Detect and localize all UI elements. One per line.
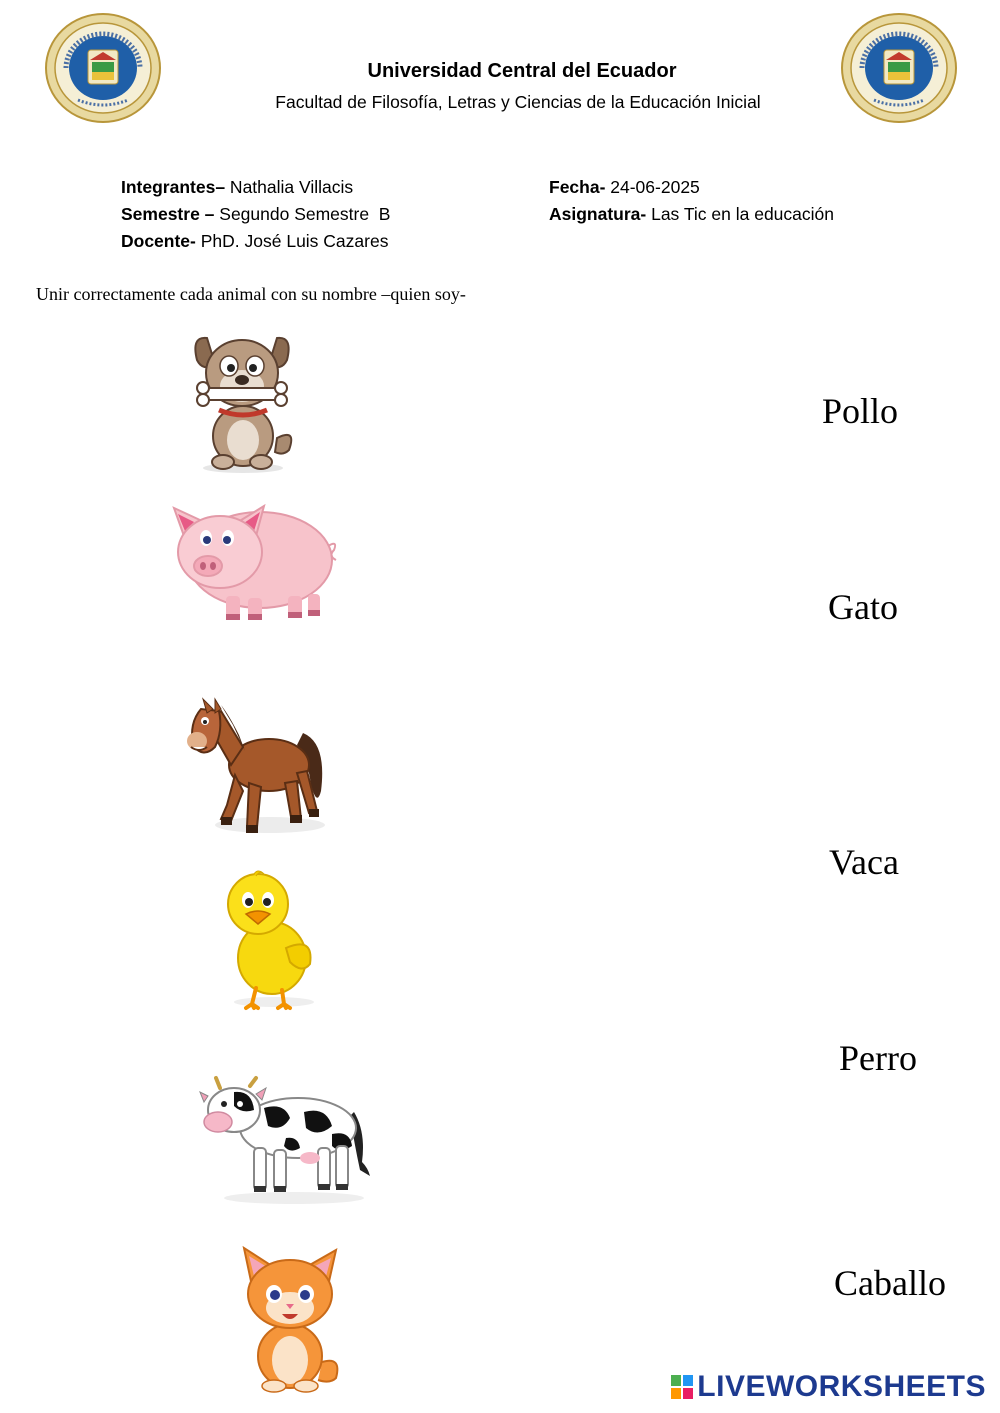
cat-image[interactable] — [238, 1244, 340, 1394]
info-semestre — [121, 204, 390, 225]
word-vaca[interactable]: Vaca — [829, 842, 899, 882]
liveworksheets-icon — [671, 1375, 693, 1399]
word-pollo[interactable]: Pollo — [822, 391, 899, 431]
integrantes-value: Nathalia Villacis — [225, 177, 354, 197]
asignatura-value: Las Tic en la educación — [646, 204, 834, 224]
dog-image[interactable] — [185, 328, 300, 474]
info-docente — [121, 231, 388, 252]
info-integrantes — [121, 177, 353, 198]
chick-image[interactable] — [210, 866, 330, 1012]
docente-value: PhD. José Luis Cazares — [195, 231, 389, 251]
integrantes-label: Integrantes– — [121, 177, 226, 197]
info-asignatura — [549, 204, 834, 225]
semestre-label: Semestre – — [121, 204, 215, 224]
horse-image[interactable] — [185, 695, 330, 847]
word-gato[interactable]: Gato — [828, 587, 898, 627]
university-title: Universidad Central del Ecuador — [367, 60, 677, 82]
semestre-value: Segundo Semestre B — [214, 204, 391, 224]
instruction-text: Unir correctamente cada animal con su nombre –quien soy- — [36, 284, 466, 304]
fecha-label: Fecha- — [549, 177, 606, 197]
pig-image[interactable] — [168, 498, 338, 628]
fecha-value: 24-06-2025 — [605, 177, 700, 197]
docente-label: Docente- — [121, 231, 196, 251]
word-caballo[interactable]: Caballo — [834, 1263, 946, 1303]
asignatura-label: Asignatura- — [549, 204, 647, 224]
liveworksheets-logo — [671, 1370, 986, 1404]
word-perro[interactable]: Perro — [839, 1038, 917, 1078]
cow-image[interactable] — [194, 1072, 376, 1206]
faculty-subtitle: Facultad de Filosofía, Letras y Ciencias de la Educación Inicial — [275, 92, 761, 112]
info-fecha — [549, 177, 700, 198]
liveworksheets-text: LIVEWORKSHEETS — [697, 1370, 986, 1403]
